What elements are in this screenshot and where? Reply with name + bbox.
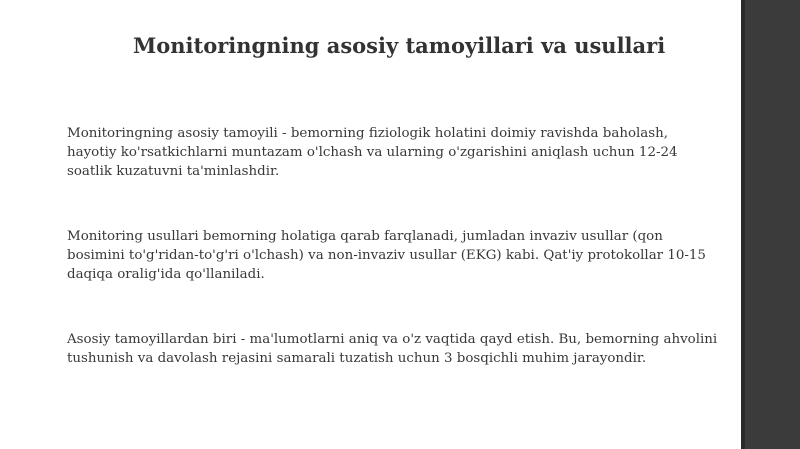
slide-title: Monitoringning asosiy tamoyillari va usullari xyxy=(133,33,666,58)
paragraph-principle: Monitoringning asosiy tamoyili - bemorning fiziologik holatini doimiy ravishda baholash, hayotiy ko'rsatkichlarni muntazam o'lchash va ularning o'zgarishini aniqlash uchun 12-24 soatlik kuzatuvni ta'minlashdir. xyxy=(67,126,678,179)
sidebar-accent-stripe xyxy=(741,0,745,449)
paragraph-methods: Monitoring usullari bemorning holatiga qarab farqlanadi, jumladan invaziv usullar (qon bosimini to'g'ridan-to'g'ri o'lchash) va non-invaziv usullar (EKG) kabi. Qat'iy protokollar 10-15 daqiqa oralig'ida qo'llaniladi. xyxy=(67,229,706,282)
paragraph-recording: Asosiy tamoyillardan biri - ma'lumotlarni aniq va o'z vaqtida qayd etish. Bu, bemorning ahvolini tushunish va davolash rejasini samarali tuzatish uchun 3 bosqichli muhim jarayondir. xyxy=(67,332,718,366)
right-sidebar-bar xyxy=(741,0,800,449)
